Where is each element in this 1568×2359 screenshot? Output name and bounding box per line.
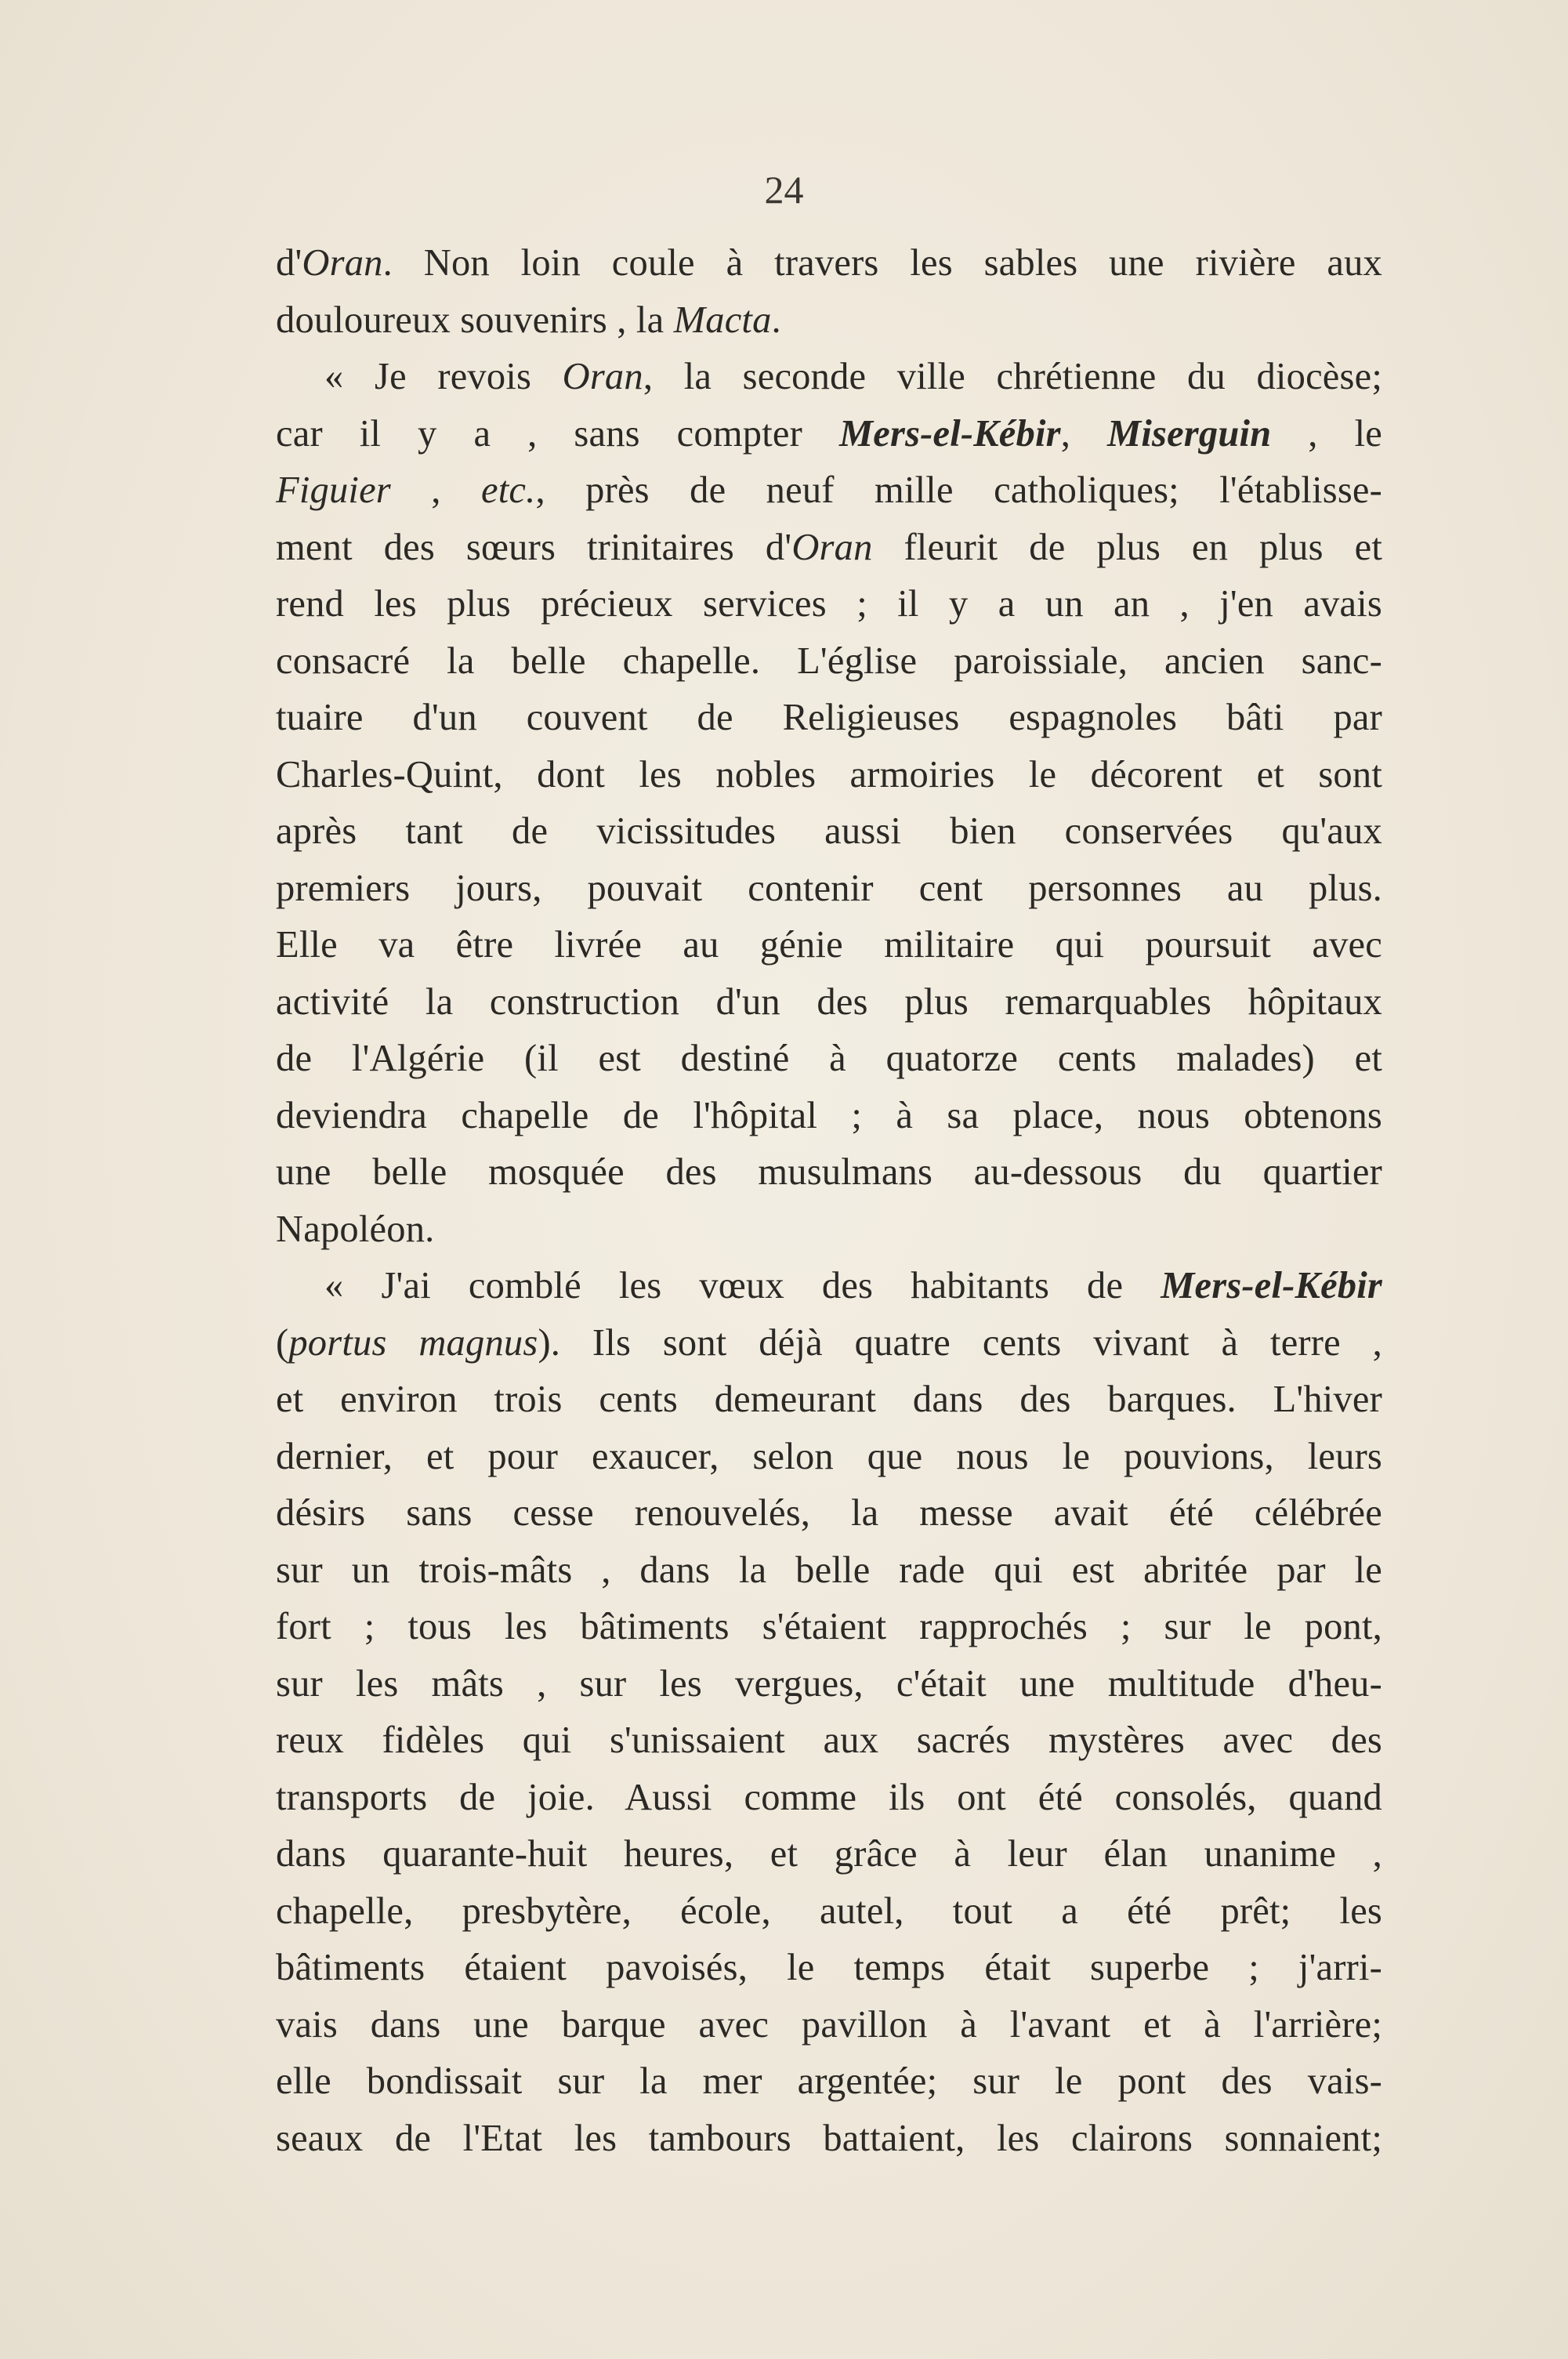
- text-line: désirs sans cesse renouvelés, la messe avait été célébrée: [276, 1492, 1382, 1534]
- page-number: 24: [764, 168, 804, 212]
- text-line: après tant de vicissitudes aussi bien conservées qu'aux: [276, 810, 1382, 852]
- text-line: et environ trois cents demeurant dans des barques. L'hiver: [276, 1379, 1382, 1420]
- text-line: deviendra chapelle de l'hôpital ; à sa place, nous obtenons: [276, 1094, 1382, 1136]
- text-line: sur un trois-mâts , dans la belle rade qui est abritée par le: [276, 1549, 1382, 1591]
- text-line: sur les mâts , sur les vergues, c'était une multitude d'heu-: [276, 1662, 1382, 1705]
- text-line: de l'Algérie (il est destiné à quatorze cents malades) et: [276, 1038, 1382, 1079]
- text-line: car il y a , sans compter Mers-el-Kébir, Miserguin , le: [276, 412, 1382, 455]
- text-line: Elle va être livrée au génie militaire qui poursuit avec: [276, 924, 1382, 966]
- text-line: rend les plus précieux services ; il y a un an , j'en avais: [276, 583, 1382, 625]
- text-line: elle bondissait sur la mer argentée; sur le pont des vais-: [276, 2060, 1382, 2102]
- text-line: fort ; tous les bâtiments s'étaient rapprochés ; sur le pont,: [276, 1606, 1382, 1647]
- text-line: vais dans une barque avec pavillon à l'avant et à l'arrière;: [276, 2003, 1382, 2046]
- text-line: consacré la belle chapelle. L'église paroissiale, ancien sanc-: [276, 640, 1382, 682]
- text-line: (portus magnus). Ils sont déjà quatre cents vivant à terre ,: [276, 1321, 1382, 1364]
- text-line: transports de joie. Aussi comme ils ont été consolés, quand: [276, 1776, 1382, 1818]
- text-line: d'Oran. Non loin coule à travers les sables une rivière aux: [276, 242, 1382, 284]
- text-line: « Je revois Oran, la seconde ville chrétienne du diocèse;: [324, 356, 1383, 397]
- text-line: Figuier , etc., près de neuf mille catholiques; l'établisse-: [276, 469, 1382, 511]
- text-line: une belle mosquée des musulmans au-dessous du quartier: [276, 1151, 1382, 1193]
- text-line: Napoléon.: [276, 1208, 435, 1250]
- text-line: douloureux souvenirs , la Macta.: [276, 299, 781, 341]
- text-line: bâtiments étaient pavoisés, le temps était superbe ; j'arri-: [276, 1947, 1382, 1988]
- text-line: reux fidèles qui s'unissaient aux sacrés mystères avec des: [276, 1719, 1382, 1761]
- text-line: premiers jours, pouvait contenir cent personnes au plus.: [276, 867, 1382, 909]
- text-line: ment des sœurs trinitaires d'Oran fleurit de plus en plus et: [276, 526, 1382, 568]
- text-line: activité la construction d'un des plus remarquables hôpitaux: [276, 980, 1382, 1023]
- body-text: [276, 235, 1382, 2167]
- text-line: dans quarante-huit heures, et grâce à leur élan unanime ,: [276, 1833, 1382, 1875]
- text-line: chapelle, presbytère, école, autel, tout a été prêt; les: [276, 1890, 1382, 1932]
- text-line: Charles-Quint, dont les nobles armoiries le décorent et sont: [276, 753, 1382, 795]
- text-line: seaux de l'Etat les tambours battaient, les clairons sonnaient;: [276, 2117, 1382, 2159]
- text-line: tuaire d'un couvent de Religieuses espagnoles bâti par: [276, 697, 1382, 738]
- text-line: « J'ai comblé les vœux des habitants de Mers-el-Kébir: [324, 1265, 1382, 1306]
- text-line: dernier, et pour exaucer, selon que nous le pouvions, leurs: [276, 1435, 1382, 1477]
